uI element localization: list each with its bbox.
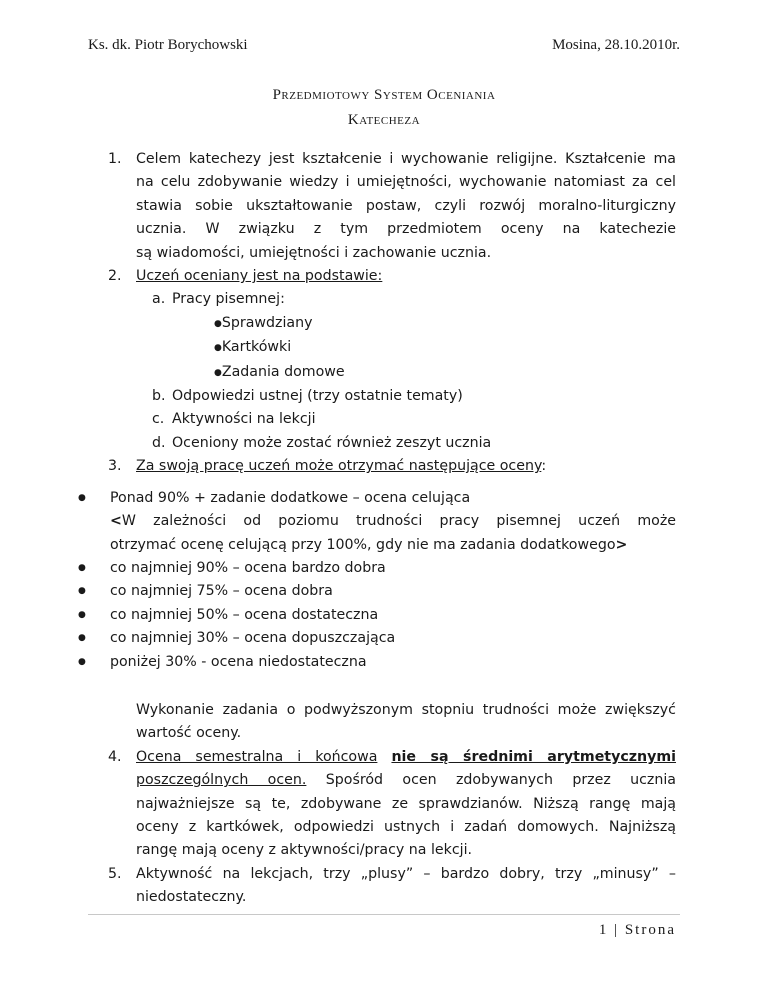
bullet-icon: ● [78, 492, 86, 503]
text-line: najważniejsze są te, zdobywane ze sprawdzianów. Niższą rangę mają [136, 795, 676, 812]
point-4 [108, 746, 676, 863]
bullet-icon: ● [214, 343, 222, 354]
document-title: Przedmiotowy System Oceniania [272, 87, 496, 103]
point-number: 5. [108, 865, 122, 882]
bullet-icon: ● [78, 633, 86, 644]
bullet-icon: ● [78, 586, 86, 597]
list-item: c. Aktywności na lekcji [152, 411, 316, 428]
text-line: rangę mają oceny z aktywności/pracy na lekcji. [136, 842, 473, 859]
place-date: Mosina, 28.10.2010r. [552, 37, 680, 53]
point-2-heading: Uczeń oceniany jest na podstawie: [136, 268, 383, 285]
assessment-basis-list [108, 288, 676, 311]
grade-note: <W zależności od poziomu trudności pracy pisemnej uczeń może [110, 513, 676, 530]
list-item: ● co najmniej 75% – ocena dobra [76, 580, 676, 603]
point-number: 2. [108, 268, 122, 285]
bullet-icon: ● [78, 656, 86, 667]
document-subtitle: Katecheza [347, 112, 421, 128]
author: Ks. dk. Piotr Borychowski [88, 37, 248, 53]
point-1 [108, 148, 676, 265]
point-3: 3. Za swoją pracę uczeń może otrzymać następujące oceny: [108, 455, 676, 478]
list-item: ● co najmniej 50% – ocena dostateczna [76, 604, 676, 627]
point-number: 1. [108, 151, 122, 167]
text-line: stawia sobie ukształtowanie postaw, czyli rozwój moralno-liturgiczny [136, 197, 676, 214]
list-item: ● poniżej 30% - ocena niedostateczna [76, 651, 676, 674]
point-2 [108, 265, 676, 288]
text-line: poszczególnych ocen. Spośród ocen zdobywanych przez ucznia [136, 772, 677, 789]
point-3-heading: Za swoją pracę uczeń może otrzymać następujące oceny [136, 458, 542, 475]
list-item: b. Odpowiedzi ustnej (trzy ostatnie tematy) [152, 388, 463, 405]
list-item: ●Sprawdziany [214, 314, 313, 331]
assessment-basis-list-cont [108, 385, 676, 455]
point-5 [108, 863, 676, 910]
bullet-icon: ● [78, 562, 86, 573]
emphasis: nie są średnimi arytmetycznymi [391, 748, 677, 765]
text-line: są wiadomości, umiejętności i zachowanie ucznia. [136, 244, 492, 261]
list-item: d. Oceniony może zostać również zeszyt ucznia [152, 434, 492, 451]
document-body [78, 148, 677, 910]
grade-scale-list [76, 487, 676, 674]
text-line: Aktywność na lekcjach, trzy „plusy” – bardzo dobry, trzy „minusy” – [136, 865, 676, 882]
written-work-forms [108, 312, 676, 385]
bullet-icon: ● [214, 318, 222, 329]
bullet-icon: ● [78, 609, 86, 620]
list-item: ● Ponad 90% + zadanie dodatkowe – ocena celująca <W zależności od poziomu trudności pracy pisemnej uczeń może otrzymać ocenę celującą przy 100%, gdy nie ma zadania dodatkowego> [76, 487, 676, 557]
text-line: Celem katechezy jest kształcenie i wychowanie religijne. Kształcenie ma [136, 151, 676, 167]
point-number: 3. [108, 458, 122, 475]
page-number: 1 [598, 922, 609, 938]
text-line: oceny z kartkówek, odpowiedzi ustnych i zadań domowych. Najniższą [136, 818, 676, 835]
extra-task-note: Wykonanie zadania o podwyższonym stopniu trudności może zwiększyć wartość oceny. [136, 701, 676, 742]
grade-note-cont: otrzymać ocenę celującą przy 100%, gdy nie ma zadania dodatkowego> [110, 536, 628, 553]
list-item: ● co najmniej 30% – ocena dopuszczająca [76, 627, 676, 650]
text-line: niedostateczny. [136, 889, 247, 906]
list-item: ● co najmniej 90% – ocena bardzo dobra [76, 557, 676, 580]
page-label: Strona [624, 922, 676, 938]
text-line: ucznia. W związku z tym przedmiotem oceny na katechezie [136, 221, 676, 238]
bullet-icon: ● [214, 367, 222, 378]
text-line: na celu zdobywanie wiedzy i umiejętności, wychowanie natomiast za cel [136, 174, 676, 191]
list-item: ●Zadania domowe [214, 363, 345, 380]
page-footer: 1 | Strona [598, 922, 676, 938]
point-number: 4. [108, 748, 122, 765]
text-line: Ocena semestralna i końcowa nie są średnimi arytmetycznymi [136, 748, 677, 765]
list-item: ●Kartkówki [214, 339, 292, 356]
list-item: a. Pracy pisemnej: [152, 291, 285, 308]
footer-divider [88, 914, 680, 915]
